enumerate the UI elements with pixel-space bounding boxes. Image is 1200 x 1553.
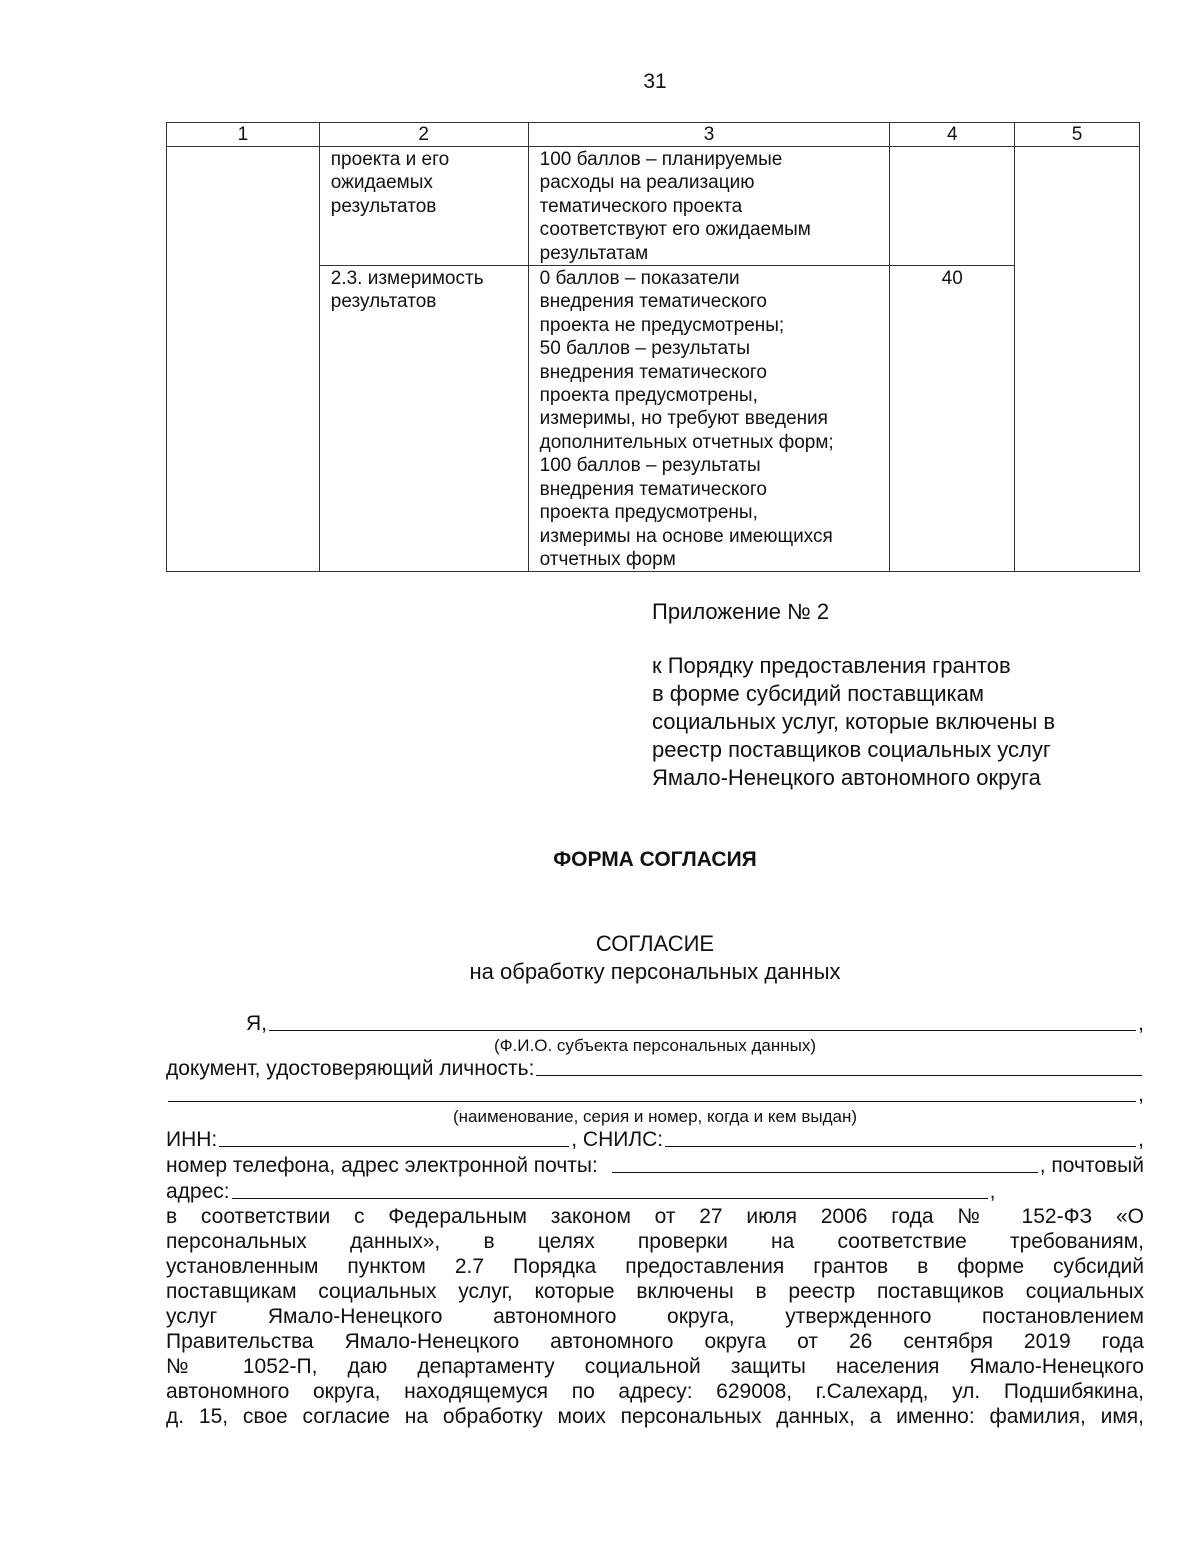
body-line: в соответствии с Федеральным законом от 27 июля 2006 года № 152-ФЗ «О	[166, 1205, 1144, 1228]
i-label: Я,	[246, 1012, 267, 1035]
consent-body	[166, 1204, 1144, 1429]
address-label: адрес:	[166, 1180, 230, 1203]
comma: ,	[1138, 1083, 1144, 1106]
weight-cell: 40	[890, 266, 1015, 572]
table-row	[167, 147, 1140, 266]
scores-cell: 0 баллов – показатели внедрения тематического проекта не предусмотрены; 50 баллов – результаты внедрения тематического проекта предусмотрены, измеримы, но требуют введения дополнительных отчетных форм; 100 баллов – результаты внедрения тематического проекта предусмотрены, измеримы на основе имеющихся отчетных форм	[528, 266, 890, 572]
body-line: Правительства Ямало-Ненецкого автономного округа от 26 сентября 2019 года	[166, 1330, 1144, 1353]
table-header-row	[167, 123, 1140, 147]
appendix-description: к Порядку предоставления грантов в форме субсидий поставщикам социальных услуг, которые включены в реестр поставщиков социальных услуг Ямало-Ненецкого автономного округа	[652, 653, 1056, 790]
comma: ,	[1138, 1128, 1144, 1151]
consent-title: СОГЛАСИЕ	[595, 931, 715, 956]
body-line: автономного округа, находящемуся по адресу: 629008, г.Салехард, ул. Подшибякина,	[166, 1380, 1144, 1403]
criterion-cell: проекта и его ожидаемых результатов	[319, 147, 528, 266]
consent-form	[166, 1010, 1144, 1429]
table-cell-empty	[167, 147, 320, 572]
comma: ,	[989, 1180, 996, 1203]
consent-heading	[0, 930, 1200, 986]
column-header: 1	[167, 123, 320, 147]
address-field[interactable]	[232, 1178, 988, 1199]
document-field[interactable]	[536, 1055, 1142, 1076]
document-caption: (наименование, серия и номер, когда и кем выдан)	[452, 1107, 857, 1126]
address-line	[166, 1178, 1144, 1204]
column-header: 2	[319, 123, 528, 147]
document-line	[166, 1055, 1144, 1081]
inn-field[interactable]	[219, 1126, 569, 1147]
criterion-cell: 2.3. измеримость результатов	[319, 266, 528, 572]
body-line: д. 15, свое согласие на обработку моих персональных данных, а именно: фамилия, имя,	[166, 1405, 1144, 1428]
fio-field[interactable]	[269, 1010, 1136, 1031]
inn-snils-line	[166, 1126, 1144, 1152]
fio-line	[166, 1010, 1144, 1036]
page-number: 31	[643, 70, 667, 93]
column-header: 4	[890, 123, 1015, 147]
appendix-block	[652, 598, 1152, 792]
document-field-2[interactable]	[168, 1081, 1136, 1102]
inn-label: ИНН:	[166, 1128, 218, 1151]
phone-email-label: номер телефона, адрес электронной почты:	[166, 1154, 598, 1177]
appendix-title: Приложение № 2	[652, 599, 830, 624]
weight-cell	[890, 147, 1015, 266]
body-line: персональных данных», в целях проверки на соответствие требованиям,	[166, 1230, 1144, 1253]
contacts-line	[166, 1152, 1144, 1178]
column-header: 5	[1015, 123, 1140, 147]
body-line: № 1052-П, даю департаменту социальной защиты населения Ямало-Ненецкого	[166, 1355, 1144, 1378]
document-line-2	[166, 1081, 1144, 1107]
document-label: документ, удостоверяющий личность:	[166, 1057, 535, 1080]
fio-caption: (Ф.И.О. субъекта персональных данных)	[493, 1036, 816, 1055]
form-title: ФОРМА СОГЛАСИЯ	[553, 848, 757, 871]
snils-label: , СНИЛС:	[571, 1128, 664, 1151]
body-line: услуг Ямало-Ненецкого автономного округа, утвержденного постановлением	[166, 1305, 1144, 1328]
body-line: поставщикам социальных услуг, которые включены в реестр поставщиков социальных	[166, 1280, 1144, 1303]
snils-field[interactable]	[665, 1126, 1136, 1147]
comma: ,	[1138, 1012, 1144, 1035]
scores-cell: 100 баллов – планируемые расходы на реализацию тематического проекта соответствуют его ожидаемым результатам	[528, 147, 890, 266]
consent-subtitle: на обработку персональных данных	[469, 959, 841, 984]
postal-label: , почтовый	[1039, 1154, 1144, 1177]
table-cell-empty	[1015, 147, 1140, 572]
column-header: 3	[528, 123, 890, 147]
body-line: установленным пунктом 2.7 Порядка предоставления грантов в форме субсидий	[166, 1255, 1144, 1278]
criteria-table	[166, 122, 1140, 572]
phone-email-field[interactable]	[612, 1152, 1038, 1173]
